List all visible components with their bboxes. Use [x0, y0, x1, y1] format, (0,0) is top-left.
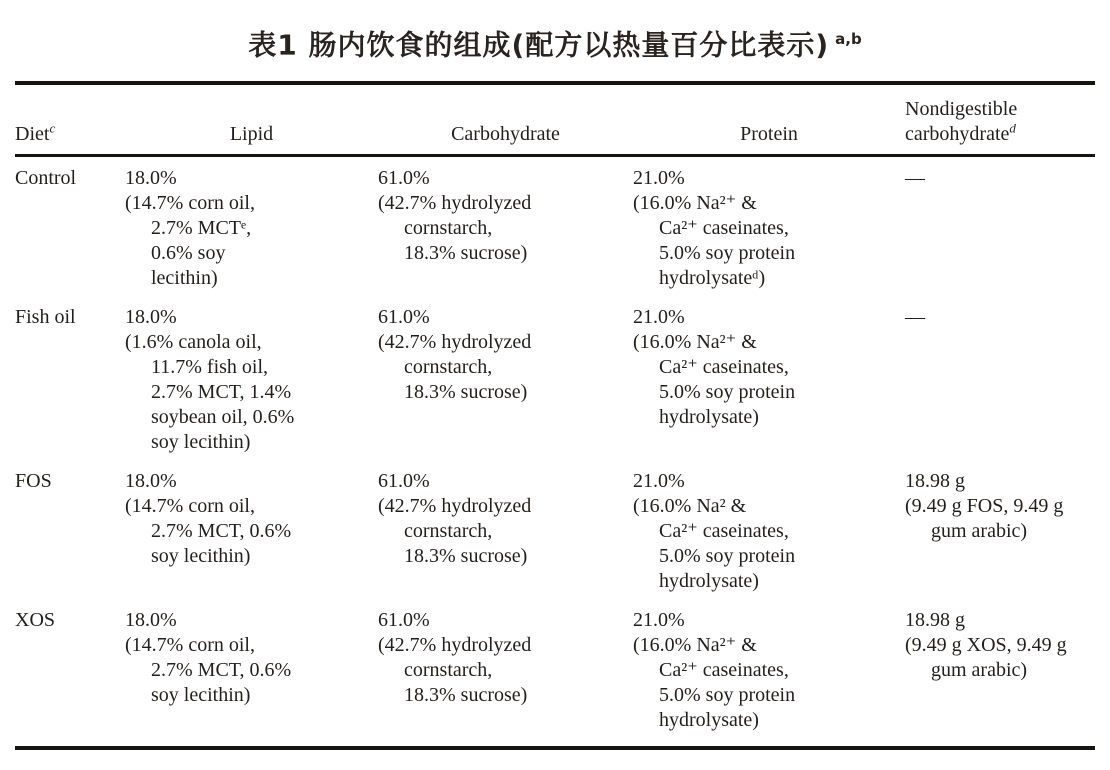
- cell-lipid: [125, 156, 378, 299]
- cell-line: 18.0%: [125, 470, 177, 493]
- cell-nondigestible: [905, 601, 1095, 748]
- cell-line: 5.0% soy protein: [659, 545, 796, 568]
- cell-line: (16.0% Na²⁺ &: [633, 331, 757, 354]
- cell-line: soy lecithin): [151, 684, 251, 707]
- cell-line: 0.6% soy: [151, 242, 226, 265]
- cell-line: lecithin): [151, 267, 218, 290]
- cell-line: 5.0% soy protein: [659, 242, 796, 265]
- table-row: [15, 601, 1095, 748]
- cell-line: (16.0% Na²⁺ &: [633, 634, 757, 657]
- cell-line: hydrolysate): [659, 406, 759, 429]
- cell-carbohydrate: [378, 298, 633, 462]
- cell-line: (42.7% hydrolyzed: [378, 634, 532, 657]
- cell-line: soy lecithin): [151, 431, 251, 454]
- column-header-diet: [15, 83, 125, 156]
- cell-line: Ca²⁺ caseinates,: [659, 217, 789, 240]
- cell-line: (16.0% Na² &: [633, 495, 747, 518]
- cell-lipid: [125, 601, 378, 748]
- cell-line: 18.98 g: [905, 470, 965, 493]
- scanned-paper-page: [0, 20, 1110, 750]
- cell-line: soybean oil, 0.6%: [151, 406, 295, 429]
- table-row: [15, 156, 1095, 299]
- cell-protein: [633, 462, 905, 601]
- cell-line: 21.0%: [633, 470, 685, 493]
- cell-line: 21.0%: [633, 306, 685, 329]
- cell-line: 2.7% MCTᵉ,: [151, 217, 252, 240]
- cell-line: 18.0%: [125, 167, 177, 190]
- cell-line: 2.7% MCT, 1.4%: [151, 381, 292, 404]
- column-header-protein: [633, 83, 905, 156]
- cell-line: (9.49 g FOS, 9.49 g: [905, 495, 1064, 518]
- cell-line: 61.0%: [378, 609, 430, 632]
- cell-line: hydrolysate): [659, 709, 759, 732]
- cell-line: 21.0%: [633, 609, 685, 632]
- cell-line: 21.0%: [633, 167, 685, 190]
- column-header-label: Protein: [740, 123, 798, 146]
- caption-superscript: a,b: [835, 30, 862, 48]
- column-header-label: Carbohydrate: [451, 123, 560, 146]
- cell-diet: Fish oil: [15, 306, 76, 329]
- cell-line: 18.3% sucrose): [404, 545, 528, 568]
- cell-diet: XOS: [15, 609, 56, 632]
- cell-line: (9.49 g XOS, 9.49 g: [905, 634, 1067, 657]
- cell-line: 18.0%: [125, 609, 177, 632]
- cell-line: cornstarch,: [404, 217, 493, 240]
- cell-line: —: [905, 306, 925, 329]
- cell-nondigestible: [905, 462, 1095, 601]
- column-header-carbohydrate: [378, 83, 633, 156]
- cell-line: (42.7% hydrolyzed: [378, 495, 532, 518]
- cell-line: soy lecithin): [151, 545, 251, 568]
- cell-line: gum arabic): [931, 520, 1028, 543]
- cell-line: (14.7% corn oil,: [125, 192, 255, 215]
- cell-line: Ca²⁺ caseinates,: [659, 659, 789, 682]
- cell-line: —: [905, 167, 925, 190]
- table-row: [15, 462, 1095, 601]
- table-body: [15, 156, 1095, 749]
- caption-text: 表1 肠内饮食的组成(配方以热量百分比表示): [248, 28, 830, 62]
- cell-line: (42.7% hydrolyzed: [378, 192, 532, 215]
- cell-line: hydrolysate): [659, 570, 759, 593]
- cell-line: 18.3% sucrose): [404, 242, 528, 265]
- cell-line: Ca²⁺ caseinates,: [659, 356, 789, 379]
- cell-line: Ca²⁺ caseinates,: [659, 520, 789, 543]
- cell-line: 61.0%: [378, 470, 430, 493]
- cell-nondigestible: [905, 156, 1095, 299]
- diet-composition-table: [15, 81, 1095, 750]
- cell-protein: [633, 156, 905, 299]
- cell-line: 18.0%: [125, 306, 177, 329]
- table-row: [15, 298, 1095, 462]
- cell-line: 5.0% soy protein: [659, 684, 796, 707]
- cell-nondigestible: [905, 298, 1095, 462]
- cell-line: 18.3% sucrose): [404, 684, 528, 707]
- cell-line: 18.98 g: [905, 609, 965, 632]
- column-header-nondigestible: [905, 83, 1095, 156]
- cell-lipid: [125, 298, 378, 462]
- cell-line: cornstarch,: [404, 520, 493, 543]
- cell-line: 2.7% MCT, 0.6%: [151, 520, 292, 543]
- cell-protein: [633, 601, 905, 748]
- column-header-label: Lipid: [229, 123, 274, 146]
- cell-line: 61.0%: [378, 167, 430, 190]
- column-header-lipid: [125, 83, 378, 156]
- cell-line: cornstarch,: [404, 356, 493, 379]
- cell-diet: Control: [15, 167, 77, 190]
- cell-line: gum arabic): [931, 659, 1028, 682]
- cell-line: (16.0% Na²⁺ &: [633, 192, 757, 215]
- cell-line: 5.0% soy protein: [659, 381, 796, 404]
- cell-line: (42.7% hydrolyzed: [378, 331, 532, 354]
- cell-line: 2.7% MCT, 0.6%: [151, 659, 292, 682]
- cell-line: (14.7% corn oil,: [125, 495, 255, 518]
- cell-diet: FOS: [15, 470, 52, 493]
- cell-line: 61.0%: [378, 306, 430, 329]
- cell-line: (1.6% canola oil,: [125, 331, 262, 354]
- cell-lipid: [125, 462, 378, 601]
- header-row: [15, 83, 1095, 156]
- cell-line: 18.3% sucrose): [404, 381, 528, 404]
- cell-line: (14.7% corn oil,: [125, 634, 255, 657]
- cell-protein: [633, 298, 905, 462]
- cell-carbohydrate: [378, 462, 633, 601]
- column-header-footnote-mark: c: [49, 120, 56, 136]
- cell-line: hydrolysateᵈ): [659, 267, 766, 290]
- table-caption: [15, 20, 1095, 64]
- cell-carbohydrate: [378, 601, 633, 748]
- cell-carbohydrate: [378, 156, 633, 299]
- column-header-footnote-mark: d: [1009, 120, 1016, 136]
- column-header-label: Nondigestible carbohydrate: [905, 98, 1018, 146]
- cell-line: cornstarch,: [404, 659, 493, 682]
- column-header-label: Diet: [15, 123, 50, 146]
- cell-line: 11.7% fish oil,: [151, 356, 269, 379]
